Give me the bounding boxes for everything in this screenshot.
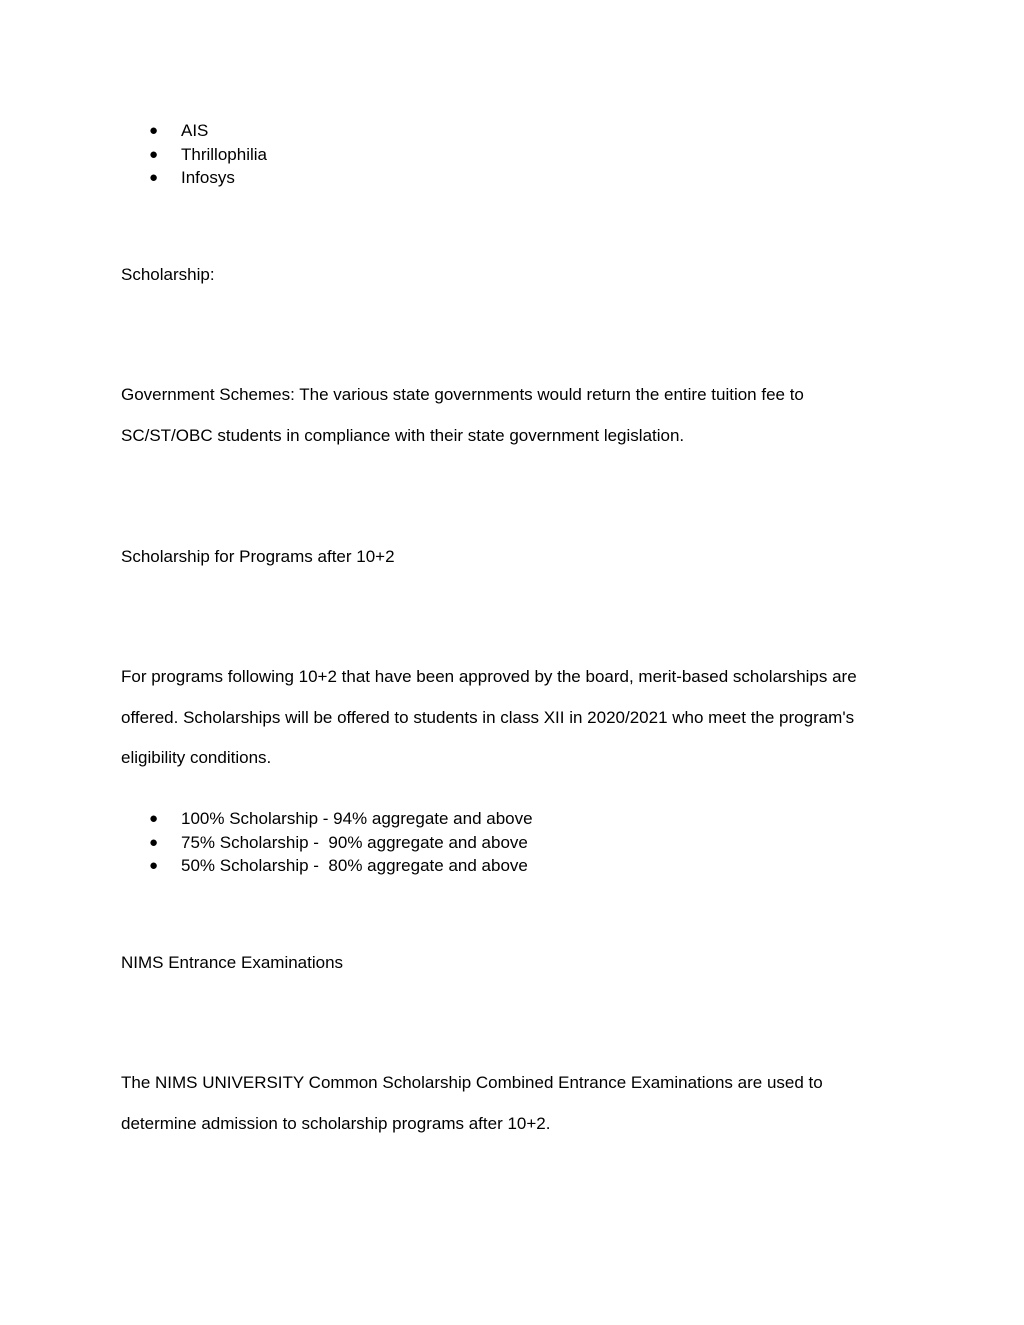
list-item [121, 166, 911, 190]
paragraph-line: The NIMS UNIVERSITY Common Scholarship Combined Entrance Examinations are used to [121, 1073, 823, 1092]
tier-text: 50% Scholarship - 80% aggregate and above [181, 856, 528, 875]
bullet-icon: ● [149, 122, 159, 139]
company-name: AIS [181, 121, 209, 140]
company-name: Thrillophilia [181, 144, 267, 164]
list-item [121, 119, 911, 143]
bullet-icon: ● [149, 169, 159, 186]
entrance-paragraph [121, 1063, 911, 1144]
paragraph-line: SC/ST/OBC students in compliance with their state government legislation. [121, 425, 685, 445]
programs-paragraph [121, 657, 911, 779]
list-item [121, 854, 911, 878]
paragraph-line: determine admission to scholarship programs after 10+2. [121, 1113, 551, 1133]
list-item [121, 807, 911, 831]
company-list [121, 119, 911, 190]
paragraph-line: Government Schemes: The various state governments would return the entire tuition fee to [121, 385, 804, 404]
tier-text: 100% Scholarship - 94% aggregate and above [181, 809, 533, 828]
paragraph-line: eligibility conditions. [121, 748, 272, 767]
list-item [121, 143, 911, 167]
entrance-heading: NIMS Entrance Examinations [121, 953, 344, 972]
scholarship-tier-list [121, 807, 911, 878]
scholarship-heading: Scholarship: [121, 265, 215, 284]
programs-heading: Scholarship for Programs after 10+2 [121, 547, 395, 566]
bullet-icon: ● [149, 833, 159, 851]
government-schemes-paragraph [121, 375, 911, 456]
bullet-icon: ● [149, 810, 159, 827]
paragraph-line: For programs following 10+2 that have been approved by the board, merit-based scholarships are [121, 667, 857, 686]
bullet-icon: ● [149, 145, 159, 163]
list-item [121, 831, 911, 855]
bullet-icon: ● [149, 857, 159, 874]
tier-text: 75% Scholarship - 90% aggregate and above [181, 832, 528, 852]
company-name: Infosys [181, 168, 235, 187]
paragraph-line: offered. Scholarships will be offered to students in class XII in 2020/2021 who meet the program's [121, 707, 855, 727]
